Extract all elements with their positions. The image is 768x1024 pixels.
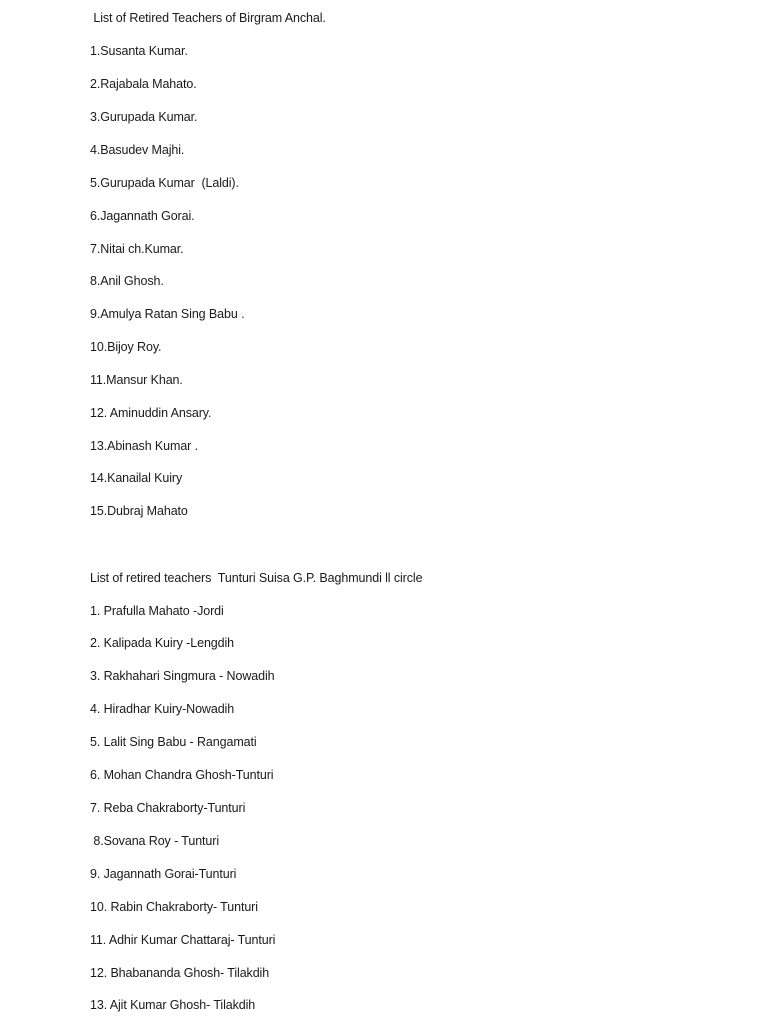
list-item: 10.Bijoy Roy. — [90, 340, 162, 354]
list-item: 7.Nitai ch.Kumar. — [90, 242, 184, 256]
list-item: 9.Amulya Ratan Sing Babu . — [90, 307, 245, 321]
list-item: 13.Abinash Kumar . — [90, 439, 198, 453]
list-item: 12. Aminuddin Ansary. — [90, 406, 212, 420]
section-1-heading: List of Retired Teachers of Birgram Anchal. — [90, 11, 326, 25]
list-item: 11. Adhir Kumar Chattaraj- Tunturi — [90, 933, 276, 947]
list-item: 6. Mohan Chandra Ghosh-Tunturi — [90, 768, 274, 782]
list-item: 12. Bhabananda Ghosh- Tilakdih — [90, 966, 270, 980]
list-item: 2. Kalipada Kuiry -Lengdih — [90, 636, 235, 650]
list-item: 2.Rajabala Mahato. — [90, 77, 197, 91]
list-item: 3. Rakhahari Singmura - Nowadih — [90, 669, 275, 683]
list-item: 8.Sovana Roy - Tunturi — [90, 834, 220, 848]
list-item: 4. Hiradhar Kuiry-Nowadih — [90, 702, 235, 716]
list-item: 6.Jagannath Gorai. — [90, 209, 195, 223]
list-item: 8.Anil Ghosh. — [90, 274, 164, 288]
list-item: 7. Reba Chakraborty-Tunturi — [90, 801, 246, 815]
list-item: 4.Basudev Majhi. — [90, 143, 185, 157]
list-item: 3.Gurupada Kumar. — [90, 110, 198, 124]
list-item: 1.Susanta Kumar. — [90, 44, 188, 58]
list-item: 1. Prafulla Mahato -Jordi — [90, 604, 224, 618]
list-item: 13. Ajit Kumar Ghosh- Tilakdih — [90, 998, 256, 1012]
section-2-heading: List of retired teachers Tunturi Suisa G.P. Baghmundi ll circle — [90, 571, 423, 585]
list-item: 11.Mansur Khan. — [90, 373, 183, 387]
list-item: 10. Rabin Chakraborty- Tunturi — [90, 900, 258, 914]
list-item: 5.Gurupada Kumar (Laldi). — [90, 176, 239, 190]
list-item: 9. Jagannath Gorai-Tunturi — [90, 867, 237, 881]
list-item: 15.Dubraj Mahato — [90, 504, 188, 518]
list-item: 14.Kanailal Kuiry — [90, 471, 183, 485]
list-item: 5. Lalit Sing Babu - Rangamati — [90, 735, 257, 749]
